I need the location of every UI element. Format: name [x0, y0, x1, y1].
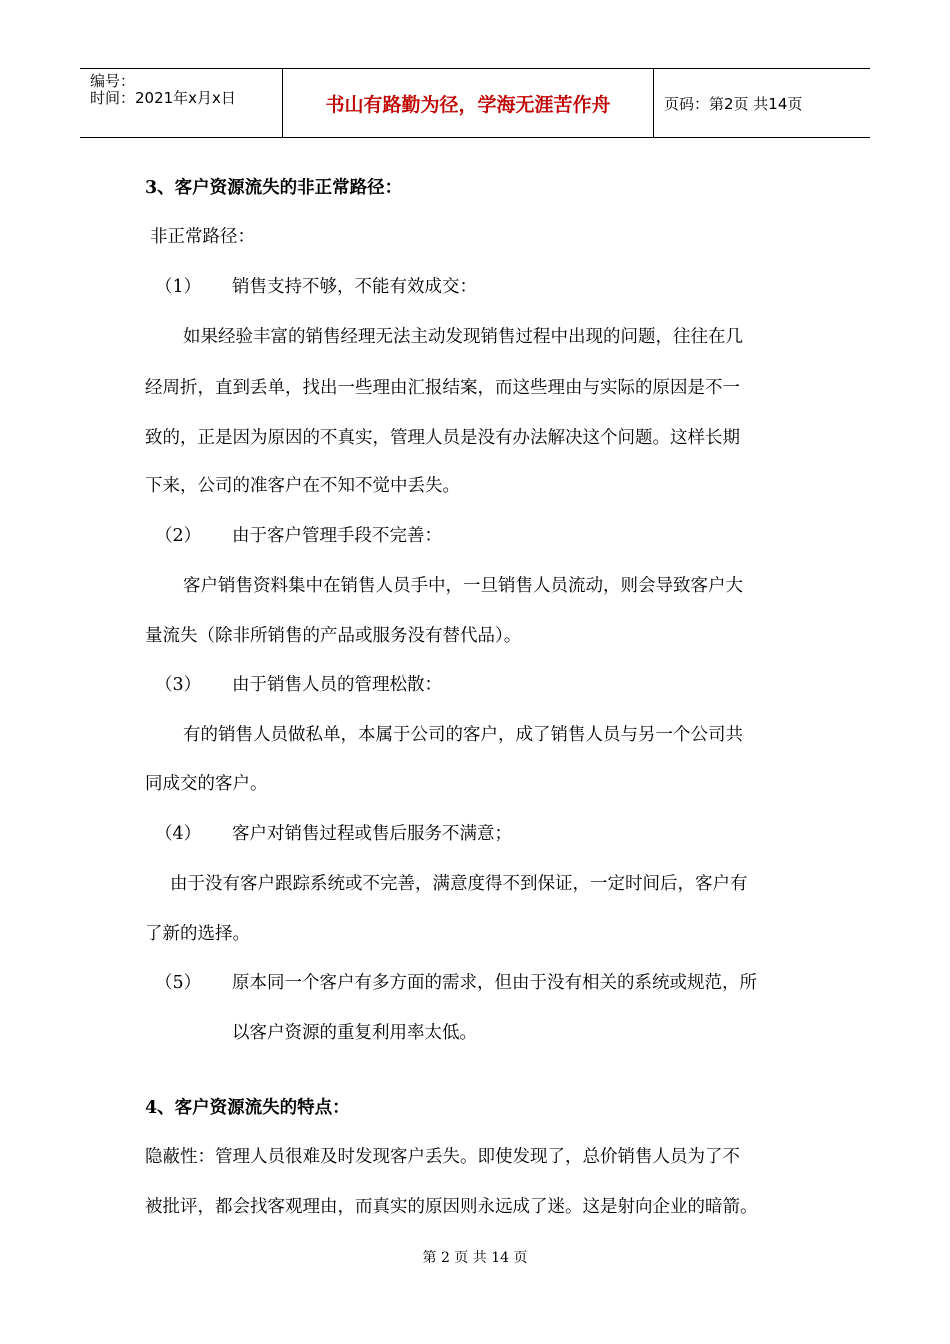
item-3-body-line: 有的销售人员做私单，本属于公司的客户，成了销售人员与另一个公司共: [183, 725, 743, 745]
item-1-number: （1）: [155, 277, 202, 297]
page-header: [80, 68, 870, 138]
hidden-trait-line: 隐蔽性：管理人员很难及时发现客户丢失。即使发现了，总价销售人员为了不: [145, 1147, 740, 1167]
item-4-body-line: 由于没有客户跟踪系统或不完善，满意度得不到保证，一定时间后，客户有: [170, 874, 748, 894]
section-heading-3: 3、客户资源流失的非正常路径：: [145, 178, 403, 198]
intro-label: 非正常路径：: [150, 227, 255, 247]
item-2-number: （2）: [155, 526, 202, 546]
item-2-body-line: 客户销售资料集中在销售人员手中，一旦销售人员流动，则会导致客户大: [183, 576, 743, 596]
item-4-number: （4）: [155, 824, 202, 844]
page-footer: 第 2 页 共 14 页: [422, 1250, 528, 1266]
item-5-number: （5）: [155, 973, 202, 993]
item-1-title: 销售支持不够，不能有效成交：: [232, 277, 477, 297]
hidden-trait-line: 被批评，都会找客观理由，而真实的原因则永远成了迷。这是射向企业的暗箭。: [145, 1197, 758, 1217]
item-3-body-line: 同成交的客户。: [145, 774, 268, 794]
item-4-body-line: 了新的选择。: [145, 924, 250, 944]
item-1-body-line: 如果经验丰富的销售经理无法主动发现销售过程中出现的问题，往往在几: [183, 327, 743, 347]
item-5-line: 以客户资源的重复利用率太低。: [232, 1023, 477, 1043]
item-5-line: 原本同一个客户有多方面的需求，但由于没有相关的系统或规范，所: [232, 973, 757, 993]
item-4-title: 客户对销售过程或售后服务不满意；: [232, 824, 512, 844]
section-heading-4: 4、客户资源流失的特点：: [145, 1098, 350, 1118]
item-1-body-line: 经周折，直到丢单，找出一些理由汇报结案，而这些理由与实际的原因是不一: [145, 378, 740, 398]
item-2-body-line: 量流失（除非所销售的产品或服务没有替代品）。: [145, 626, 522, 646]
item-1-body-line: 下来，公司的准客户在不知不觉中丢失。: [145, 476, 460, 496]
document-date-label: 时间：2021年x月x日: [90, 89, 236, 107]
item-3-number: （3）: [155, 675, 202, 695]
header-page-number: 页码：第2页 共14页: [664, 94, 803, 113]
item-2-title: 由于客户管理手段不完善：: [232, 526, 442, 546]
document-number-label: 编号：: [90, 72, 136, 90]
header-motto: 书山有路勤为径，学海无涯苦作舟: [283, 69, 654, 137]
item-1-body-line: 致的，正是因为原因的不真实，管理人员是没有办法解决这个问题。这样长期: [145, 428, 740, 448]
header-meta-cell: [80, 69, 283, 137]
item-3-title: 由于销售人员的管理松散：: [232, 675, 442, 695]
